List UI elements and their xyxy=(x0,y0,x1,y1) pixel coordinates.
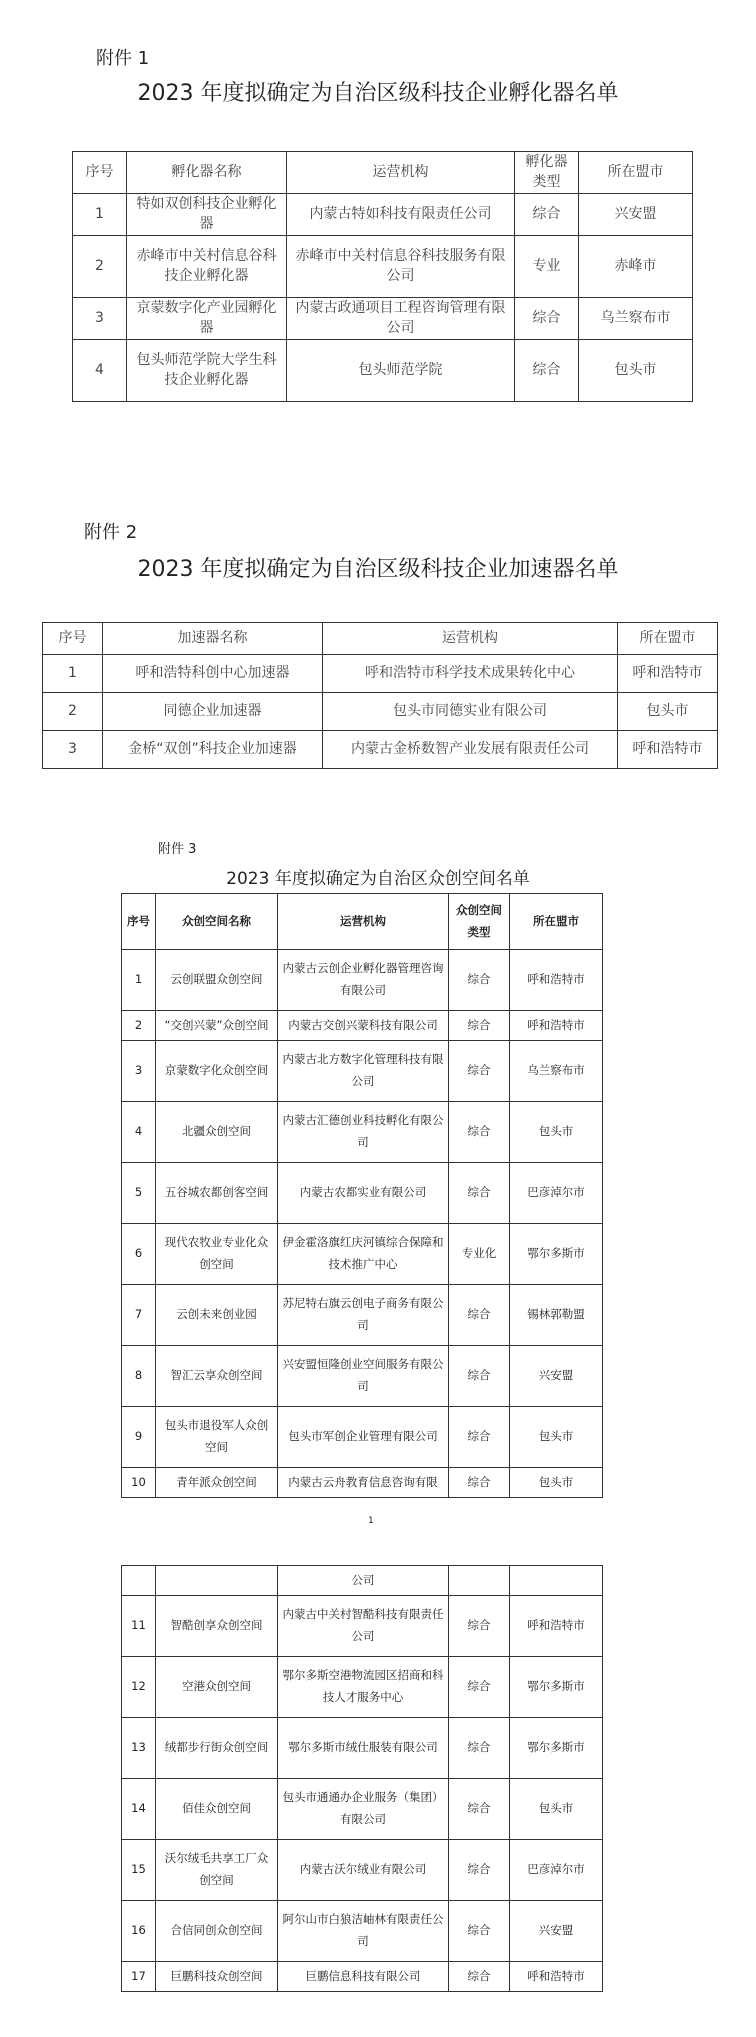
cell-name: 包头师范学院大学生科技企业孵化器 xyxy=(127,339,287,401)
cell-operator-continued: 公司 xyxy=(278,1566,449,1596)
cell-operator: 包头市军创企业管理有限公司 xyxy=(278,1407,449,1468)
table-row xyxy=(73,193,693,235)
cell-index: 11 xyxy=(122,1596,156,1657)
header-cell: 孵化器名称 xyxy=(127,152,287,194)
cell-type: 综合 xyxy=(449,1901,510,1962)
cell-index: 3 xyxy=(43,731,103,769)
cell-name: 包头市退役军人众创空间 xyxy=(156,1407,278,1468)
cell-index: 13 xyxy=(122,1718,156,1779)
cell-city: 兴安盟 xyxy=(510,1901,603,1962)
cell-name: 空港众创空间 xyxy=(156,1657,278,1718)
cell-index: 9 xyxy=(122,1407,156,1468)
cell-operator: 内蒙古农都实业有限公司 xyxy=(278,1163,449,1224)
cell-name: 呼和浩特科创中心加速器 xyxy=(103,655,323,693)
cell-index: 7 xyxy=(122,1285,156,1346)
cell-name: 京蒙数字化产业园孵化器 xyxy=(127,297,287,339)
cell-operator: 内蒙古云创企业孵化器管理咨询有限公司 xyxy=(278,950,449,1011)
cell-type: 综合 xyxy=(449,1102,510,1163)
cell-index: 3 xyxy=(73,297,127,339)
table-row xyxy=(122,1224,603,1285)
table-header-row xyxy=(122,894,603,950)
cell-operator: 鄂尔多斯市绒仕服装有限公司 xyxy=(278,1718,449,1779)
header-cell: 众创空间类型 xyxy=(449,894,510,950)
cell-city: 赤峰市 xyxy=(579,235,693,297)
cell-type: 综合 xyxy=(449,1041,510,1102)
table-row xyxy=(122,950,603,1011)
page-number: 1 xyxy=(368,1516,374,1526)
table-row xyxy=(122,1011,603,1041)
cell-operator: 内蒙古北方数字化管理科技有限公司 xyxy=(278,1041,449,1102)
accelerator-table xyxy=(42,622,718,769)
cell-city: 巴彦淖尔市 xyxy=(510,1163,603,1224)
maker-space-table-continued xyxy=(121,1565,603,1992)
maker-space-table xyxy=(121,893,603,1498)
header-cell: 孵化器类型 xyxy=(515,152,579,194)
cell-name: 同德企业加速器 xyxy=(103,693,323,731)
cell-name: 现代农牧业专业化众创空间 xyxy=(156,1224,278,1285)
cell-name: 赤峰市中关村信息谷科技企业孵化器 xyxy=(127,235,287,297)
table-row xyxy=(73,297,693,339)
cell-operator: 呼和浩特市科学技术成果转化中心 xyxy=(323,655,618,693)
table-row xyxy=(122,1779,603,1840)
cell-empty xyxy=(156,1566,278,1596)
cell-city: 呼和浩特市 xyxy=(510,1011,603,1041)
cell-index: 1 xyxy=(73,193,127,235)
annex1-title: 2023 年度拟确定为自治区级科技企业孵化器名单 xyxy=(137,81,619,106)
cell-city: 包头市 xyxy=(510,1407,603,1468)
cell-index: 8 xyxy=(122,1346,156,1407)
annex3-title: 2023 年度拟确定为自治区众创空间名单 xyxy=(226,869,530,889)
cell-type: 综合 xyxy=(449,1840,510,1901)
cell-city: 呼和浩特市 xyxy=(510,1596,603,1657)
header-cell: 众创空间名称 xyxy=(156,894,278,950)
table-header-row xyxy=(43,623,718,655)
cell-city: 呼和浩特市 xyxy=(618,731,718,769)
annex2-title: 2023 年度拟确定为自治区级科技企业加速器名单 xyxy=(137,557,619,582)
cell-empty xyxy=(449,1566,510,1596)
header-cell: 运营机构 xyxy=(323,623,618,655)
table-row xyxy=(122,1901,603,1962)
table-row xyxy=(122,1596,603,1657)
cell-operator: 内蒙古云舟教育信息咨询有限 xyxy=(278,1468,449,1498)
annex2-label: 附件 2 xyxy=(84,522,138,543)
table-header-row xyxy=(73,152,693,194)
cell-operator: 阿尔山市白狼洁岫林有限责任公司 xyxy=(278,1901,449,1962)
table-row xyxy=(73,235,693,297)
cell-city: 巴彦淖尔市 xyxy=(510,1840,603,1901)
cell-type: 综合 xyxy=(449,1011,510,1041)
cell-index: 12 xyxy=(122,1657,156,1718)
cell-name: 云创联盟众创空间 xyxy=(156,950,278,1011)
cell-name: 智酷创享众创空间 xyxy=(156,1596,278,1657)
cell-type: 综合 xyxy=(449,1346,510,1407)
cell-type: 综合 xyxy=(449,1657,510,1718)
table-row xyxy=(122,1163,603,1224)
cell-type: 综合 xyxy=(449,1468,510,1498)
table-row xyxy=(122,1468,603,1498)
cell-name: 云创未来创业园 xyxy=(156,1285,278,1346)
cell-name: 青年派众创空间 xyxy=(156,1468,278,1498)
header-cell: 加速器名称 xyxy=(103,623,323,655)
cell-name: 沃尔绒毛共享工厂众创空间 xyxy=(156,1840,278,1901)
cell-type: 综合 xyxy=(449,1285,510,1346)
table-row xyxy=(122,1102,603,1163)
header-cell: 序号 xyxy=(122,894,156,950)
annex1-label: 附件 1 xyxy=(96,48,150,69)
cell-type: 综合 xyxy=(449,1779,510,1840)
cell-operator: 伊金霍洛旗红庆河镇综合保障和技术推广中心 xyxy=(278,1224,449,1285)
cell-operator: 鄂尔多斯空港物流园区招商和科技人才服务中心 xyxy=(278,1657,449,1718)
cell-type: 综合 xyxy=(515,297,579,339)
cell-index: 17 xyxy=(122,1962,156,1992)
header-cell: 序号 xyxy=(73,152,127,194)
cell-name: 京蒙数字化众创空间 xyxy=(156,1041,278,1102)
cell-type: 综合 xyxy=(515,339,579,401)
cell-name: 北疆众创空间 xyxy=(156,1102,278,1163)
cell-city: 包头市 xyxy=(579,339,693,401)
cell-name: 智汇云享众创空间 xyxy=(156,1346,278,1407)
table-row xyxy=(122,1840,603,1901)
cell-empty xyxy=(122,1566,156,1596)
header-cell: 所在盟市 xyxy=(618,623,718,655)
table-row xyxy=(122,1041,603,1102)
cell-name: 五谷城农都创客空间 xyxy=(156,1163,278,1224)
header-cell: 运营机构 xyxy=(278,894,449,950)
cell-operator: 包头市同德实业有限公司 xyxy=(323,693,618,731)
cell-city: 鄂尔多斯市 xyxy=(510,1657,603,1718)
annex3-label: 附件 3 xyxy=(158,842,197,857)
cell-index: 16 xyxy=(122,1901,156,1962)
cell-type: 综合 xyxy=(449,1596,510,1657)
cell-operator: 包头市通通办企业服务（集团）有限公司 xyxy=(278,1779,449,1840)
cell-index: 1 xyxy=(43,655,103,693)
cell-city: 呼和浩特市 xyxy=(510,950,603,1011)
cell-type: 综合 xyxy=(449,1163,510,1224)
cell-operator: 赤峰市中关村信息谷科技服务有限公司 xyxy=(287,235,515,297)
cell-type: 专业化 xyxy=(449,1224,510,1285)
cell-index: 2 xyxy=(43,693,103,731)
cell-city: 鄂尔多斯市 xyxy=(510,1718,603,1779)
table-row xyxy=(122,1566,603,1596)
cell-type: 综合 xyxy=(449,1718,510,1779)
cell-city: 包头市 xyxy=(510,1102,603,1163)
cell-index: 1 xyxy=(122,950,156,1011)
cell-city: 包头市 xyxy=(510,1468,603,1498)
cell-city: 鄂尔多斯市 xyxy=(510,1224,603,1285)
table-row xyxy=(122,1285,603,1346)
cell-operator: 包头师范学院 xyxy=(287,339,515,401)
incubator-table xyxy=(72,151,693,402)
cell-name: “交创兴蒙”众创空间 xyxy=(156,1011,278,1041)
cell-type: 综合 xyxy=(515,193,579,235)
cell-operator: 内蒙古沃尔绒业有限公司 xyxy=(278,1840,449,1901)
cell-name: 佰佳众创空间 xyxy=(156,1779,278,1840)
header-cell: 运营机构 xyxy=(287,152,515,194)
cell-operator: 巨鹏信息科技有限公司 xyxy=(278,1962,449,1992)
table-row xyxy=(122,1962,603,1992)
header-cell: 所在盟市 xyxy=(579,152,693,194)
table-row xyxy=(73,339,693,401)
cell-type: 综合 xyxy=(449,1962,510,1992)
cell-city: 呼和浩特市 xyxy=(618,655,718,693)
cell-city: 包头市 xyxy=(618,693,718,731)
cell-index: 2 xyxy=(73,235,127,297)
cell-city: 锡林郭勒盟 xyxy=(510,1285,603,1346)
header-cell: 序号 xyxy=(43,623,103,655)
cell-index: 6 xyxy=(122,1224,156,1285)
cell-operator: 内蒙古汇德创业科技孵化有限公司 xyxy=(278,1102,449,1163)
cell-operator: 兴安盟恒隆创业空间服务有限公司 xyxy=(278,1346,449,1407)
cell-city: 乌兰察布市 xyxy=(579,297,693,339)
cell-type: 综合 xyxy=(449,950,510,1011)
table-row xyxy=(43,731,718,769)
cell-city: 包头市 xyxy=(510,1779,603,1840)
cell-index: 10 xyxy=(122,1468,156,1498)
header-cell: 所在盟市 xyxy=(510,894,603,950)
table-row xyxy=(122,1407,603,1468)
cell-index: 15 xyxy=(122,1840,156,1901)
table-row xyxy=(43,693,718,731)
cell-name: 特如双创科技企业孵化器 xyxy=(127,193,287,235)
cell-city: 乌兰察布市 xyxy=(510,1041,603,1102)
cell-operator: 内蒙古金桥数智产业发展有限责任公司 xyxy=(323,731,618,769)
cell-index: 4 xyxy=(73,339,127,401)
cell-index: 2 xyxy=(122,1011,156,1041)
cell-city: 兴安盟 xyxy=(510,1346,603,1407)
cell-name: 巨鹏科技众创空间 xyxy=(156,1962,278,1992)
cell-city: 呼和浩特市 xyxy=(510,1962,603,1992)
cell-type: 综合 xyxy=(449,1407,510,1468)
cell-name: 金桥“双创”科技企业加速器 xyxy=(103,731,323,769)
cell-empty xyxy=(510,1566,603,1596)
cell-operator: 苏尼特右旗云创电子商务有限公司 xyxy=(278,1285,449,1346)
cell-index: 3 xyxy=(122,1041,156,1102)
table-row xyxy=(122,1657,603,1718)
table-row xyxy=(122,1718,603,1779)
cell-index: 4 xyxy=(122,1102,156,1163)
table-row xyxy=(43,655,718,693)
cell-type: 专业 xyxy=(515,235,579,297)
table-row xyxy=(122,1346,603,1407)
cell-name: 合信同创众创空间 xyxy=(156,1901,278,1962)
cell-city: 兴安盟 xyxy=(579,193,693,235)
cell-operator: 内蒙古政通项目工程咨询管理有限公司 xyxy=(287,297,515,339)
cell-index: 5 xyxy=(122,1163,156,1224)
cell-name: 绒都步行街众创空间 xyxy=(156,1718,278,1779)
cell-operator: 内蒙古特如科技有限责任公司 xyxy=(287,193,515,235)
cell-index: 14 xyxy=(122,1779,156,1840)
cell-operator: 内蒙古中关村智酷科技有限责任公司 xyxy=(278,1596,449,1657)
cell-operator: 内蒙古交创兴蒙科技有限公司 xyxy=(278,1011,449,1041)
